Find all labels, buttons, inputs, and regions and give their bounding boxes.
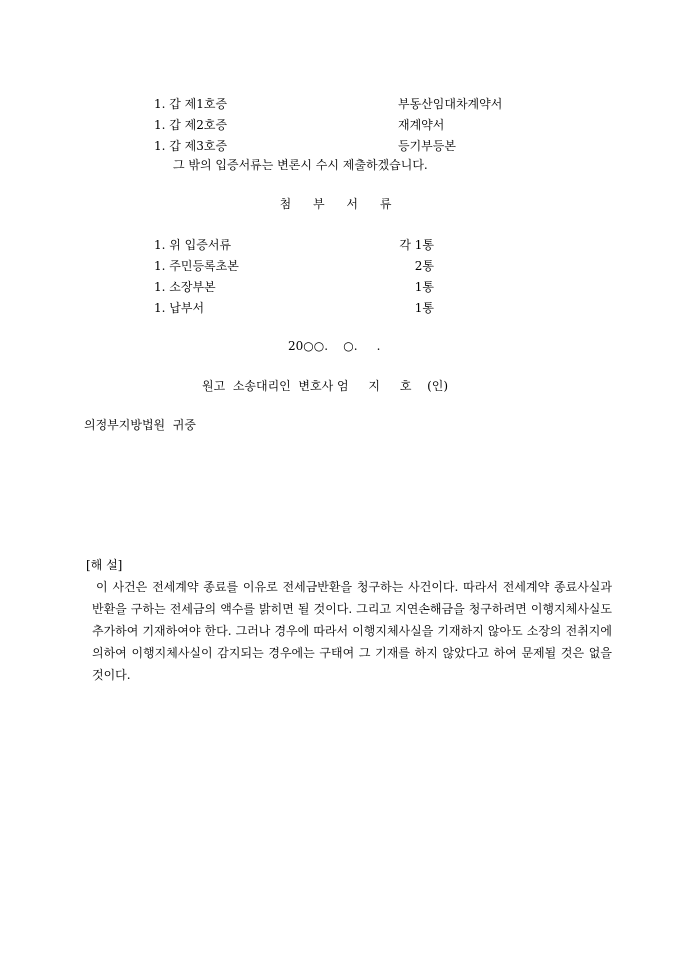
signature-line bbox=[202, 378, 448, 394]
attachment-count: 1통 bbox=[414, 301, 434, 315]
commentary-body: 이 사건은 전세계약 종료를 이유로 전세금반환을 청구하는 사건이다. 따라서 전세계약 종료사실과 반환을 구하는 전세금의 액수를 밝히면 될 것이다. 그리고 지연손해금을 청구하려면 이행지체사실도 추가하여 기재하여야 한다. 그러나 경우에 따라서 이행지체사실을 기재하지 않아도 소장의 전취지에 의하여 이행지체사실이 감지되는 경우에는 구태여 그 기재를 하지 않았다고 하여 문제될 것은 없을 것이다. bbox=[92, 580, 612, 682]
evidence-document: 등기부등본 bbox=[398, 139, 456, 153]
evidence-note: 그 밖의 입증서류는 변론시 수시 제출하겠습니다. bbox=[173, 158, 428, 172]
attachment-item bbox=[154, 299, 534, 315]
attachment-count: 1통 bbox=[414, 280, 434, 294]
evidence-number: 1. 갑 제2호증 bbox=[154, 118, 228, 132]
commentary-heading: [해 설] bbox=[86, 558, 123, 572]
evidence-number: 1. 갑 제3호증 bbox=[154, 139, 228, 153]
evidence-document: 재계약서 bbox=[398, 118, 445, 132]
attachment-item bbox=[154, 257, 534, 273]
evidence-document: 부동산임대차계약서 bbox=[398, 97, 503, 111]
commentary-section bbox=[86, 556, 616, 686]
seal-mark: (인) bbox=[427, 379, 449, 393]
attachment-name: 1. 소장부본 bbox=[154, 280, 216, 294]
attachment-name: 1. 주민등록초본 bbox=[154, 259, 239, 273]
evidence-number: 1. 갑 제1호증 bbox=[154, 97, 228, 111]
signatory-name: 엄 지 호 bbox=[337, 379, 420, 393]
attachment-name: 1. 위 입증서류 bbox=[154, 238, 232, 252]
evidence-item bbox=[154, 116, 534, 132]
court-addressee: 의정부지방법원 귀중 bbox=[84, 418, 196, 432]
attachment-item bbox=[154, 236, 534, 252]
evidence-item bbox=[154, 95, 534, 111]
attachment-item bbox=[154, 278, 534, 294]
attachment-count: 2통 bbox=[414, 259, 434, 273]
evidence-item bbox=[154, 137, 534, 153]
attachment-name: 1. 납부서 bbox=[154, 301, 205, 315]
attachments-title: 첨 부 서 류 bbox=[279, 197, 401, 211]
attachment-count: 각 1통 bbox=[399, 238, 434, 252]
signatory-role: 원고 소송대리인 변호사 bbox=[202, 379, 334, 393]
document-date: 20○○. ○. . bbox=[288, 339, 381, 353]
